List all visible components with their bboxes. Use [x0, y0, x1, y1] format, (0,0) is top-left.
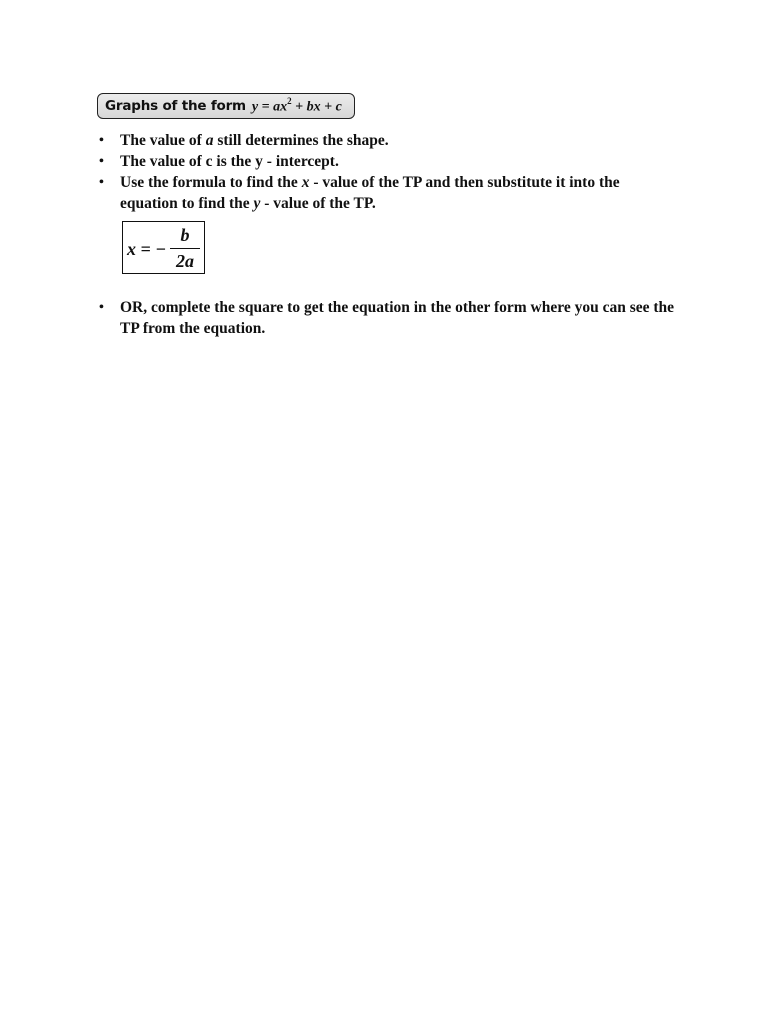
equation-rest: + bx + c [291, 99, 342, 115]
turning-point-formula-box [122, 221, 205, 274]
bullet-text: - value of the TP and then substitute it into the equation to find the [120, 174, 620, 212]
bullet-item-formula [99, 172, 680, 214]
equation-main: y = ax [251, 99, 288, 115]
bullet-variable: a [205, 132, 214, 149]
bullet-item-shape [99, 130, 680, 151]
formula-lhs: x = − [127, 239, 167, 259]
bullet-variable: y [253, 195, 261, 212]
section-heading-box [97, 93, 355, 119]
formula-denominator: 2a [176, 251, 194, 271]
equation-exponent: 2 [287, 95, 292, 106]
bullet-text: Use the formula to find the [120, 174, 302, 191]
bullet-text: OR, complete the square to get the equation in the other form where you can see the TP from the equation. [120, 299, 675, 337]
formula-numerator: b [180, 225, 190, 245]
bullet-dot: • [99, 133, 104, 148]
bullet-item-complete-square [99, 297, 680, 339]
bullet-text: - value of the TP. [260, 195, 376, 212]
fraction-bar [170, 248, 200, 249]
bullet-text: The value of c is the y - intercept. [120, 153, 339, 170]
bullet-text: The value of [120, 132, 206, 149]
formula-fraction [170, 225, 200, 272]
bullet-item-intercept [99, 151, 680, 172]
bullet-variable: x [301, 174, 310, 191]
bullet-text: still determines the shape. [213, 132, 389, 149]
bullet-dot: • [99, 300, 104, 315]
section-heading-equation [252, 97, 342, 116]
section-heading-label: Graphs of the form [105, 98, 246, 114]
bullet-dot: • [99, 154, 104, 169]
bullet-dot: • [99, 175, 104, 190]
